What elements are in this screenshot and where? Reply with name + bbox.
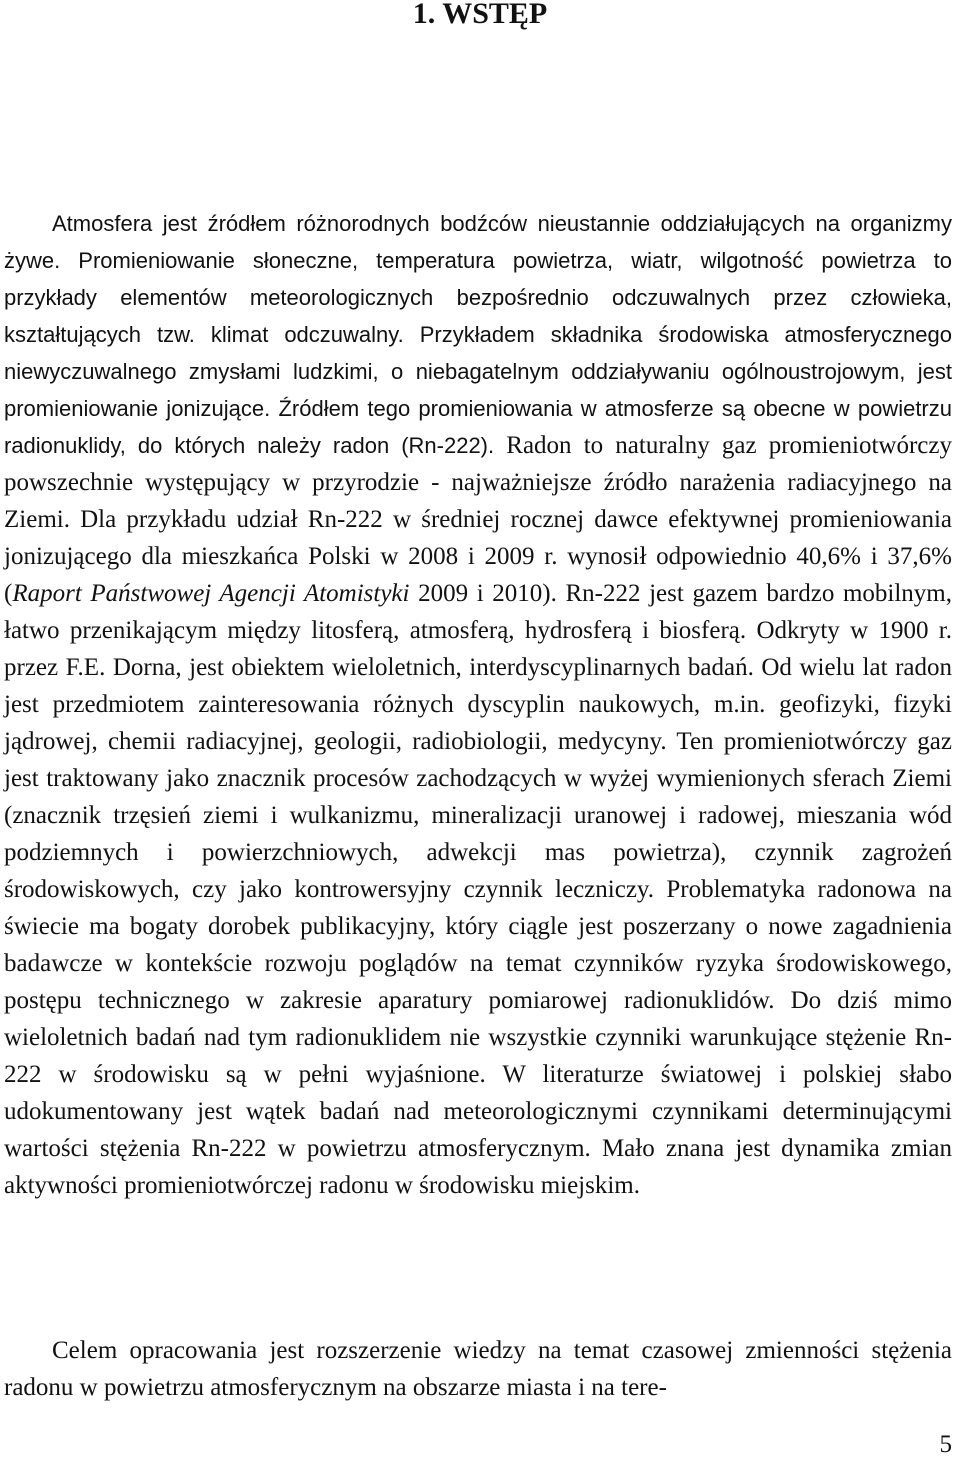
paragraph-aim-text: Celem opracowania jest rozszerzenie wiedzy na temat czasowej zmienności stężenia radonu w powietrzu atmosferycznym na obszarze miasta i na tere- [4, 1337, 952, 1401]
paragraph-intro-citation: Raport Państwowej Agencji Atomistyki [12, 580, 410, 607]
chapter-heading: 1. WSTĘP [412, 0, 548, 30]
paragraph-intro [4, 205, 952, 1204]
paragraph-intro-part2: Radon to naturalny gaz promieniotwórczy powszechnie występujący w przyrodzie - najważniejsze źródło narażenia radiacyjnego na Ziemi. Dla przykładu udział Rn-222 w średniej rocznej dawce efektywnej promieniowania jonizującego dla mieszkańca Polski w 2008 i 2009 r. wynosił odpowiednio 40,6% i 37,6% ( [4, 432, 952, 607]
page-number: 5 [939, 1431, 952, 1458]
paragraph-intro-part1: Atmosfera jest źródłem różnorodnych bodźców nieustannie oddziałujących na organizmy żywe. Promieniowanie słoneczne, temperatura powietrza, wiatr, wilgotność powietrza to przykłady elementów meteorologicznych bezpośrednio odczuwalnych przez człowieka, kształtujących tzw. klimat odczuwalny. Przykładem składnika środowiska atmosferycznego niewyczuwalnego zmysłami ludzkimi, o niebagatelnym oddziaływaniu ogólnoustrojowym, jest promieniowanie jonizujące. Źródłem tego promieniowania w atmosferze są obecne w powietrzu radionuklidy, do których należy radon (Rn-222). [4, 211, 952, 458]
paragraph-aim [4, 1332, 952, 1406]
paragraph-intro-part3: 2009 i 2010). Rn-222 jest gazem bardzo mobilnym, łatwo przenikającym między litosferą, atmosferą, hydrosferą i biosferą. Odkryty w 1900 r. przez F.E. Dorna, jest obiektem wieloletnich, interdyscyplinarnych badań. Od wielu lat radon jest przedmiotem zainteresowania różnych dyscyplin naukowych, m.in. geofizyki, fizyki jądrowej, chemii radiacyjnej, geologii, radiobiologii, medycyny. Ten promieniotwórczy gaz jest traktowany jako znacznik procesów zachodzących w wyżej wymienionych sferach Ziemi (znacznik trzęsień ziemi i wulkanizmu, mineralizacji uranowej i radowej, mieszania wód podziemnych i powierzchniowych, adwekcji mas powietrza), czynnik zagrożeń środowiskowych, czy jako kontrowersyjny czynnik leczniczy. Problematyka radonowa na świecie ma bogaty dorobek publikacyjny, który ciągle jest poszerzany o nowe zagadnienia badawcze w kontekście rozwoju poglądów na temat czynników ryzyka środowiskowego, postępu technicznego w zakresie aparatury pomiarowej radionuklidów. Do dziś mimo wieloletnich badań nad tym radionuklidem nie wszystkie czynniki warunkujące stężenie Rn-222 w środowisku są w pełni wyjaśnione. W literaturze światowej i polskiej słabo udokumentowany jest wątek badań nad meteorologicznymi czynnikami determinującymi wartości stężenia Rn-222 w powietrzu atmosferycznym. Mało znana jest dynamika zmian aktywności promieniotwórczej radonu w środowisku miejskim. [4, 580, 952, 1199]
